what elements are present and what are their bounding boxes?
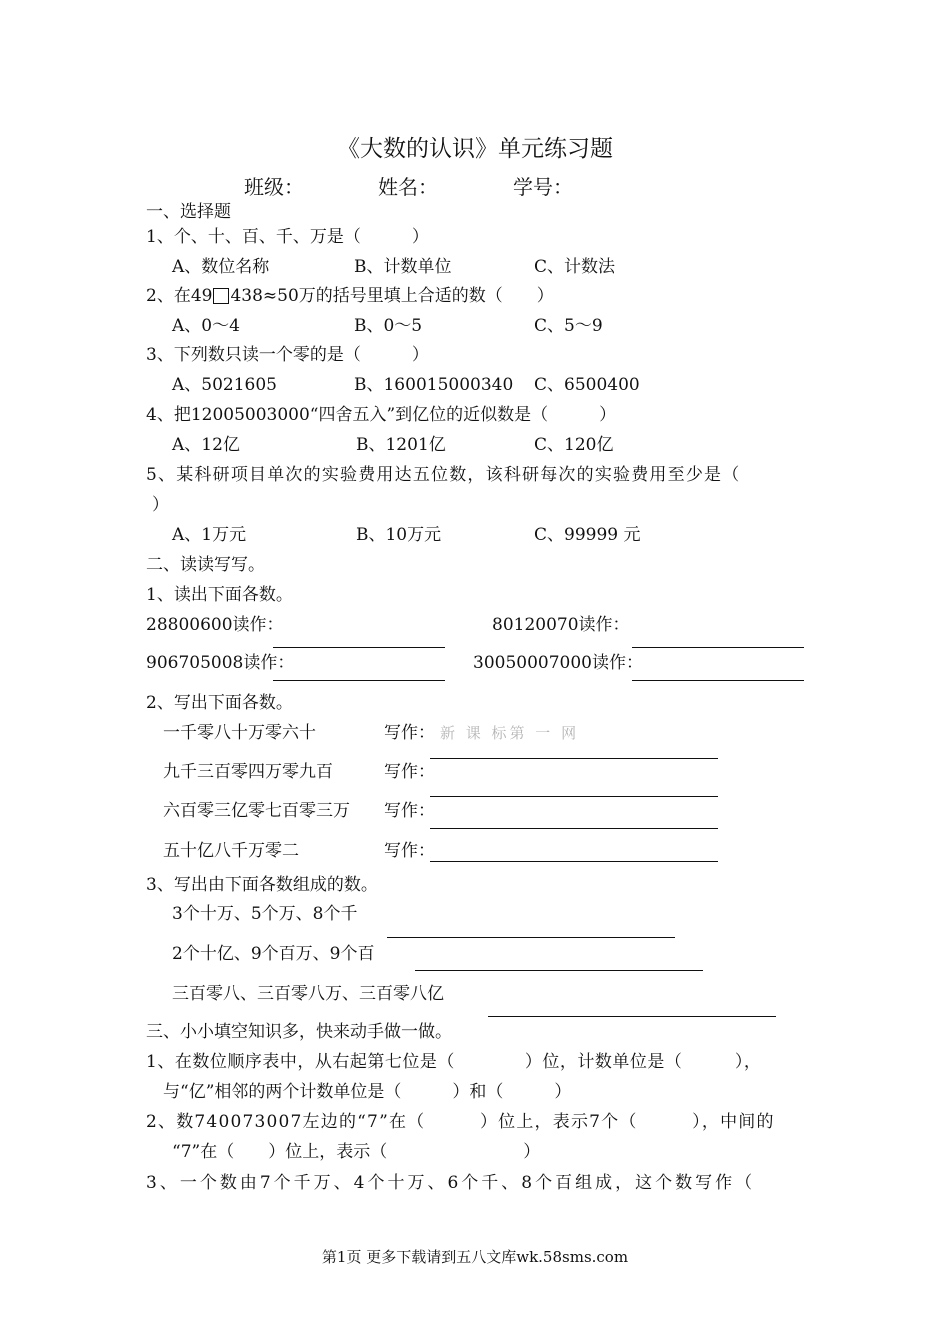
- s2-q1-number-3: 906705008读作：: [146, 653, 295, 673]
- s1-q4: 4、把12005003000“四舍五入”到亿位的近似数是（ ）: [146, 405, 617, 425]
- s2-q2-word-1: 一千零八十万零六十: [163, 723, 316, 743]
- s2-q1-number-1: 28800600读作：: [146, 615, 284, 635]
- blank-box: [213, 288, 229, 304]
- s2-q1: 1、读出下面各数。: [146, 585, 293, 605]
- answer-line: [632, 680, 804, 681]
- write-label: 写作：: [384, 762, 435, 782]
- s1-q2-option-c: C、5～9: [534, 316, 603, 336]
- s1-q2-option-a: A、0～4: [172, 316, 240, 336]
- write-label: 写作：: [384, 801, 435, 821]
- s1-q5-cont: ）: [152, 495, 169, 515]
- answer-line: [488, 1016, 776, 1017]
- s3-q3-line-1: 3、一个数由7个千万、4个十万、6个千、8个百组成，这个数写作（: [146, 1173, 756, 1193]
- s1-q4-option-a: A、12亿: [172, 435, 240, 455]
- s1-q1-option-c: C、计数法: [534, 257, 616, 277]
- answer-line: [430, 796, 718, 797]
- answer-line: [273, 647, 445, 648]
- s1-q2-option-b: B、0～5: [354, 316, 423, 336]
- s1-q2-pre: 2、在49: [146, 286, 213, 306]
- s1-q2: [146, 285, 554, 307]
- s1-q1: 1、个、十、百、千、万是（ ）: [146, 227, 429, 247]
- section-1-heading: 一、选择题: [146, 202, 231, 222]
- answer-line: [632, 647, 804, 648]
- page-footer: 第1页 更多下载请到五八文库wk.58sms.com: [321, 1248, 629, 1266]
- answer-line: [273, 680, 445, 681]
- s1-q1-option-a: A、数位名称: [172, 257, 270, 277]
- answer-line: [415, 970, 703, 971]
- s2-q3-item-3: 三百零八、三百零八万、三百零八亿: [172, 984, 444, 1004]
- s2-q2-word-4: 五十亿八千万零二: [163, 841, 299, 861]
- s1-q5: 5、某科研项目单次的实验费用达五位数，该科研每次的实验费用至少是（: [146, 465, 741, 485]
- s2-q2-word-2: 九千三百零四万零九百: [163, 762, 333, 782]
- s2-q1-number-2: 80120070读作：: [492, 615, 630, 635]
- s2-q2: 2、写出下面各数。: [146, 693, 293, 713]
- section-3-heading: 三、小小填空知识多，快来动手做一做。: [146, 1022, 452, 1042]
- s1-q4-option-c: C、120亿: [534, 435, 614, 455]
- s3-q1-line-2: 与“亿”相邻的两个计数单位是（ ）和（ ）: [163, 1082, 572, 1102]
- s1-q1-option-b: B、计数单位: [354, 257, 452, 277]
- s1-q5-option-b: B、10万元: [356, 525, 442, 545]
- s3-q1-line-1: 1、在数位顺序表中，从右起第七位是（ ）位，计数单位是（ ），: [146, 1052, 762, 1072]
- s1-q3-option-c: C、6500400: [534, 375, 640, 395]
- answer-line: [430, 758, 718, 759]
- s1-q3-option-a: A、5021605: [172, 375, 277, 395]
- s1-q4-option-b: B、1201亿: [356, 435, 446, 455]
- write-label: 写作：: [384, 723, 435, 743]
- s2-q1-number-4: 30050007000读作：: [473, 653, 643, 673]
- section-2-heading: 二、读读写写。: [146, 555, 265, 575]
- s2-q3-item-1: 3个十万、5个万、8个千: [172, 904, 358, 924]
- s1-q3-option-b: B、160015000340: [354, 375, 514, 395]
- name-label: 姓名：: [378, 175, 438, 199]
- s2-q2-word-3: 六百零三亿零七百零三万: [163, 801, 350, 821]
- s1-q3: 3、下列数只读一个零的是（ ）: [146, 345, 429, 365]
- class-label: 班级：: [244, 175, 304, 199]
- s1-q5-option-c: C、99999 元: [534, 525, 641, 545]
- answer-line: [387, 937, 675, 938]
- page-title: 《大数的认识》单元练习题: [337, 136, 613, 162]
- s2-q3-item-2: 2个十亿、9个百万、9个百: [172, 944, 375, 964]
- student-number-label: 学号：: [513, 175, 573, 199]
- answer-line: [430, 828, 718, 829]
- watermark: 新 课 标第 一 网: [440, 724, 580, 742]
- s3-q2-line-2: “7”在（ ）位上，表示（ ）: [172, 1142, 541, 1162]
- write-label: 写作：: [384, 841, 435, 861]
- answer-line: [430, 861, 718, 862]
- s1-q5-option-a: A、1万元: [172, 525, 247, 545]
- s1-q2-post: 438≈50万的括号里填上合适的数（ ）: [230, 286, 554, 306]
- s2-q3: 3、写出由下面各数组成的数。: [146, 875, 378, 895]
- s3-q2-line-1: 2、数740073007左边的“7”在（ ）位上，表示7个（ ），中间的: [146, 1112, 775, 1132]
